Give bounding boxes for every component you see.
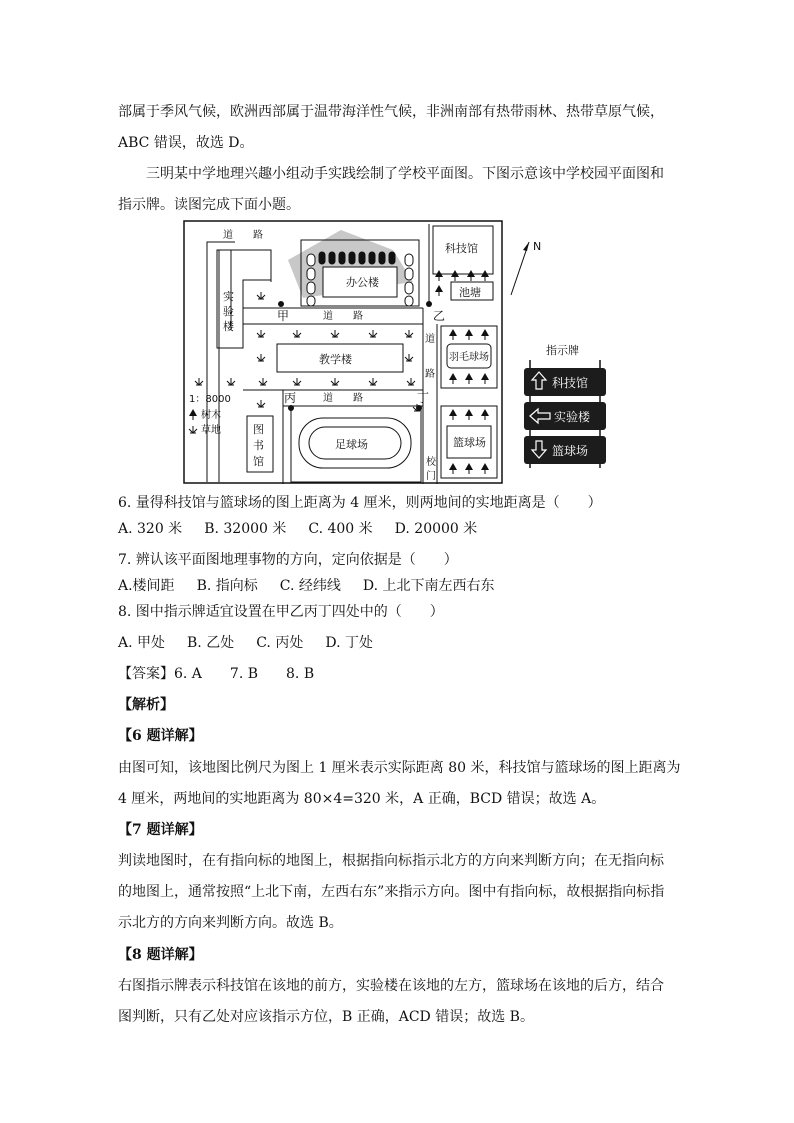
sign-label: 篮球场 — [552, 444, 589, 458]
lab-label-3: 楼 — [223, 320, 234, 333]
option: C. 400 米 — [308, 521, 373, 537]
option: D. 20000 米 — [394, 521, 478, 537]
question-8: 8. 图中指示牌适宜设置在甲乙丙丁四处中的（ ） — [118, 604, 444, 620]
paragraph-line: 判读地图时，在有指向标的地图上，根据指向标指示北方的方向来判断方向；在无指向标 — [118, 853, 664, 869]
analysis-heading: 【解析】 — [118, 697, 174, 713]
office-label: 办公楼 — [346, 276, 379, 289]
north-label: N — [533, 240, 542, 253]
sign-label: 实验楼 — [554, 410, 591, 424]
teaching-label: 教学楼 — [319, 353, 352, 366]
road-label: 道 路 — [323, 311, 363, 322]
legend-grass-label: 草地 — [201, 425, 221, 436]
tree-icon — [189, 409, 197, 420]
sign-item — [524, 402, 606, 430]
road-label: 道 路 — [223, 230, 263, 241]
library-label: 图 — [253, 423, 264, 436]
science-label: 科技馆 — [445, 242, 478, 255]
question-6: 6. 量得科技馆与篮球场的图上距离为 4 厘米，则两地间的实地距离是（ ） — [118, 495, 602, 511]
sign-item — [524, 436, 606, 464]
gate-label: 校 — [426, 457, 436, 468]
question-8-options — [118, 634, 395, 652]
answer-line: 【答案】6. A 7. B 8. B — [118, 666, 315, 682]
football-label: 足球场 — [335, 438, 368, 451]
scale-label: 1：8000 — [189, 394, 231, 405]
detail-heading-8: 【8 题详解】 — [118, 947, 203, 963]
sign-item — [524, 368, 606, 396]
question-6-options — [118, 520, 499, 538]
option: C. 丙处 — [256, 635, 304, 651]
question-7: 7. 辨认该平面图地理事物的方向，定向依据是（ ） — [118, 552, 458, 568]
paragraph-line: 4 厘米，两地间的实地距离为 80×4=320 米，A 正确，BCD 错误；故选 A。 — [118, 791, 606, 807]
lab-label-2: 验 — [223, 305, 234, 318]
point-bing: 丙 — [284, 391, 297, 405]
option: A.楼间距 — [118, 578, 175, 594]
library-label: 书 — [253, 439, 264, 452]
detail-heading-7: 【7 题详解】 — [118, 822, 203, 838]
option: D. 上北下南左西右东 — [362, 578, 495, 594]
basketball-label: 篮球场 — [453, 436, 486, 449]
grass-icon — [189, 426, 197, 433]
road-label-vertical: 道 — [425, 334, 435, 345]
point-ding: 丁 — [417, 391, 430, 405]
lab-label-1: 实 — [223, 290, 234, 303]
paragraph-line: 三明某中学地理兴趣小组动手实践绘制了学校平面图。下图示意该中学校园平面图和 — [146, 166, 664, 182]
road-label-vertical: 路 — [425, 369, 435, 380]
option: B. 32000 米 — [204, 521, 287, 537]
paragraph-line: 右图指示牌表示科技馆在该地的前方，实验楼在该地的左方，篮球场在该地的后方，结合 — [118, 978, 664, 994]
paragraph-line: 部属于季风气候，欧洲西部属于温带海洋性气候，非洲南部有热带雨林、热带草原气候， — [118, 104, 664, 120]
paragraph-line: 指示牌。读图完成下面小题。 — [118, 197, 300, 213]
sign-board — [522, 340, 612, 470]
point-jia: 甲 — [277, 309, 290, 323]
option: C. 经纬线 — [279, 578, 341, 594]
paragraph-line: 示北方的方向来判断方向。故选 B。 — [118, 915, 343, 931]
point-yi: 乙 — [433, 309, 446, 323]
paragraph-line: 的地图上，通常按照“上北下南，左西右东”来指示方向。图中有指向标，故根据指向标指 — [118, 884, 665, 900]
sign-label: 科技馆 — [552, 376, 589, 390]
option: A. 320 米 — [118, 521, 183, 537]
option: B. 乙处 — [187, 635, 235, 651]
paragraph-line: ABC 错误，故选 D。 — [118, 135, 254, 151]
road-label: 道 路 — [323, 393, 363, 404]
option: A. 甲处 — [118, 635, 166, 651]
detail-heading-6: 【6 题详解】 — [118, 728, 203, 744]
paragraph-line: 图判断，只有乙处对应该指示方位，B 正确，ACD 错误；故选 B。 — [118, 1009, 534, 1025]
campus-map — [183, 220, 542, 484]
option: B. 指向标 — [196, 578, 258, 594]
paragraph-line: 由图可知，该地图比例尺为图上 1 厘米表示实际距离 80 米，科技馆与篮球场的图上距离为 — [118, 760, 681, 776]
badminton-label: 羽毛球场 — [449, 352, 489, 363]
option: D. 丁处 — [325, 635, 373, 651]
legend-tree-label: 树木 — [201, 410, 221, 421]
library-label: 馆 — [253, 455, 264, 468]
gate-label: 门 — [426, 471, 436, 482]
question-7-options — [118, 577, 517, 595]
sign-title: 指示牌 — [546, 344, 579, 357]
pond-label: 池塘 — [459, 286, 481, 299]
